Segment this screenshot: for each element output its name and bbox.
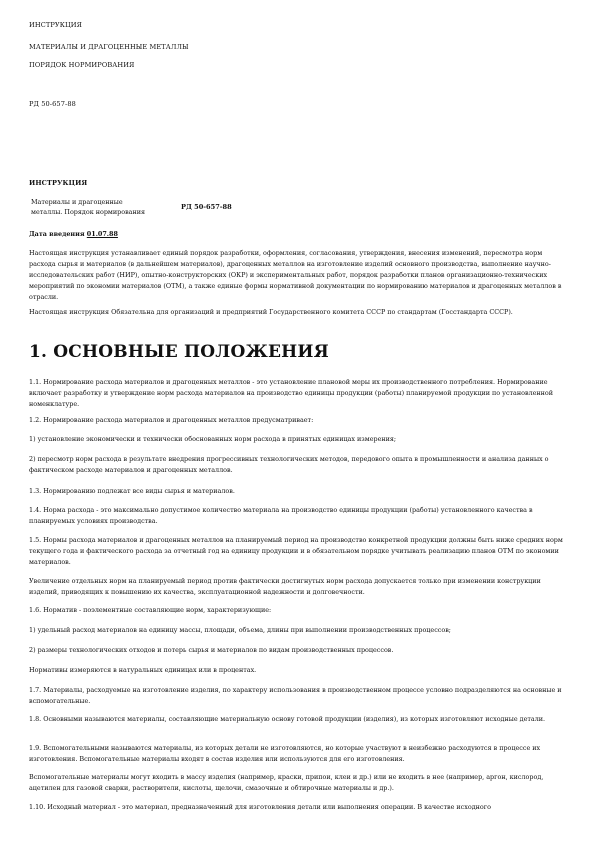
- paragraph-1-4: 1.4. Норма расхода - это максимально допустимое количество материала на производство единицы продукции (работы) установленного качества в планируемых условиях производства.: [29, 506, 533, 525]
- doc-subtitle: [31, 197, 181, 217]
- header-line-procedure: ПОРЯДОК НОРМИРОВАНИЯ: [29, 61, 135, 69]
- paragraph-1-7: 1.7. Материалы, расходуемые на изготовление изделия, по характеру использования в производственном процессе условно подразделяются на основные и вспомогательные.: [29, 686, 562, 705]
- paragraph-1-6-note: Нормативы измеряются в натуральных единицах или в процентах.: [29, 666, 257, 674]
- paragraph-1-3: 1.3. Нормированию подлежат все виды сырья и материалов.: [29, 487, 235, 495]
- paragraph-1-8: 1.8. Основными называются материалы, составляющие материальную основу готовой продукции (изделия), из которых изготовляют исходные детали.: [29, 715, 546, 723]
- doc-label: ИНСТРУКЦИЯ: [29, 179, 88, 187]
- doc-code: РД 50-657-88: [181, 203, 232, 211]
- header-line-materials: МАТЕРИАЛЫ И ДРАГОЦЕННЫЕ МЕТАЛЛЫ: [29, 43, 189, 51]
- paragraph-intro-1: Настоящая инструкция устанавливает единый порядок разработки, оформления, согласования, утверждения, внесения изменений, пересмотра норм расхода сырья и материалов (в дальнейшем материалов), драгоценных металлов на изготовление изделий основного производства, выполнение научно-исследовательских работ (НИР), опытно-конструкторских (ОКР) и экспериментальных работ, порядок разработки планов организационно-технических мероприятий по экономии материалов (ОТМ), а также единые формы нормативной документации по нормированию материалов и драгоценных металлов в отрасли.: [29, 249, 562, 301]
- header-line-instruction: ИНСТРУКЦИЯ: [29, 21, 83, 29]
- effective-date-value: 01.07.88: [86, 230, 118, 238]
- paragraph-1-2-item1: 1) установление экономически и технически обоснованных норм расхода в принятых единицах измерения;: [29, 435, 397, 443]
- section-title: 1. ОСНОВНЫЕ ПОЛОЖЕНИЯ: [29, 342, 329, 362]
- paragraph-1-5-extra: Увеличение отдельных норм на планируемый период против фактически достигнутых норм расхода допускается только при изменении конструкции изделий, приводящих к повышению их качества, эксплуатационной надежности и долговечности.: [29, 577, 541, 596]
- paragraph-1-6: 1.6. Норматив - поэлементные составляющие норм, характеризующие:: [29, 606, 272, 614]
- header-doc-code: РД 50-657-88: [29, 100, 76, 108]
- paragraph-1-5: 1.5. Нормы расхода материалов и драгоценных металлов на планируемый период на производство конкретной продукции должны быть ниже средних норм текущего года и фактического расхода за отчетный год на единицу продукции и в обязательном порядке учитывать реализацию планов ОТМ по экономии материалов.: [29, 536, 563, 566]
- doc-subtitle-line1: Материалы и драгоценные: [31, 198, 123, 206]
- doc-subtitle-line2: металлы. Порядок нормирования: [31, 208, 146, 216]
- paragraph-1-10: 1.10. Исходный материал - это материал, предназначенный для изготовления детали или выполнения операции. В качестве исходного: [29, 803, 491, 811]
- effective-date-label: Дата введения: [29, 230, 87, 238]
- paragraph-intro-2: Настоящая инструкция Обязательна для организаций и предприятий Государственного комитета СССР по стандартам (Госстандарта СССР).: [29, 308, 513, 316]
- paragraph-1-2: 1.2. Нормирование расхода материалов и драгоценных металлов предусматривает:: [29, 416, 314, 424]
- paragraph-1-9-extra: Вспомогательные материалы могут входить в массу изделия (например, краски, припои, клеи и др.) или не входить в нее (например, аргон, кислород, ацетилен для газовой сварки, растворители, кислоты, щелочи, смазочные и обтирочные материалы и др.).: [29, 773, 544, 792]
- effective-date: [29, 229, 569, 240]
- paragraph-1-6-item2: 2) размеры технологических отходов и потерь сырья и материалов по видам производственных процессов.: [29, 646, 394, 654]
- paragraph-1-9: 1.9. Вспомогательными называются материалы, из которых детали не изготовляются, но которые участвуют в неизбежно расходуются в процессе их изготовления. Вспомогательные материалы входят в состав изделия или используются для его изготовления.: [29, 744, 541, 763]
- paragraph-1-2-item2: 2) пересмотр норм расхода в результате внедрения прогрессивных технологических методов, передового опыта в промышленности и анализа данных о фактическом расходе материалов и драгоценных металлов.: [29, 455, 549, 474]
- paragraph-1-1: 1.1. Нормирование расхода материалов и драгоценных металлов - это установление плановой меры их производственного потребления. Нормирование включает разработку и утверждение норм расхода материалов на производство единицы продукции (работы) планируемой продукции по установленной номенклатуре.: [29, 378, 554, 408]
- paragraph-1-6-item1: 1) удельный расход материалов на единицу массы, площади, объема, длины при выполнении производственных процессов;: [29, 626, 451, 634]
